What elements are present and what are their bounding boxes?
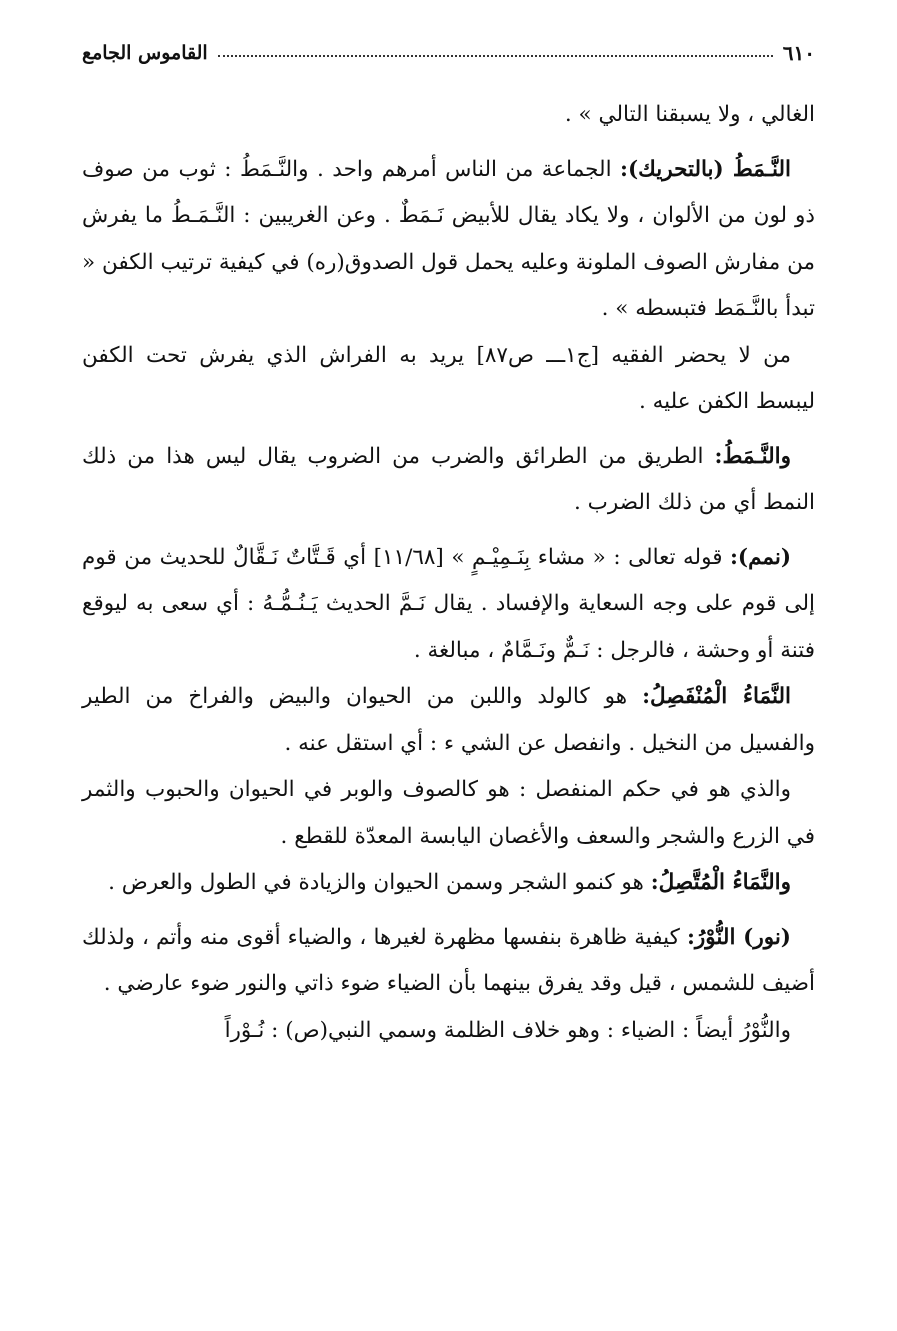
entry-nur-2 [82,1008,815,1055]
entry-headword: النَّمَاءُ الْمُنْفَصِلُ: [642,684,791,709]
entry-namaa-munfasil [82,674,815,767]
header-dot-leader [218,55,773,57]
entry-text: كيفية ظاهرة بنفسها مظهرة لغيرها ، والضياء أقوى منه وأتم ، ولذلك أضيف للشمس ، قيل وقد يفرق بينهما بأن الضياء ضوء ذاتي والنور ضوء عارضي . [82,924,815,996]
entry-headword: والنَّمَاءُ الْمُتَّصِلُ: [650,870,791,895]
entry-namat-source [82,333,815,426]
entry-namm [82,535,815,675]
entry-headword: (نور) النُّوْرُ: [686,924,791,950]
entry-text: هو كالولد واللبن من الحيوان والبيض والفراخ من الطير والفسيل من النخيل . وانفصل عن الشي ء : أي استقل عنه . [82,684,815,756]
entry-text: هو كنمو الشجر وسمن الحيوان والزيادة في الطول والعرض . [108,870,651,895]
entry-namat [82,147,815,333]
entry-nur [82,915,815,1008]
entry-namaa-muttasil [82,860,815,907]
page-number: ٦١٠ [782,41,815,65]
entry-headword: النَّـمَطُ (بالتحريك): [620,156,791,182]
entry-text: من لا يحضر الفقيه [ج١ـــ ص٨٧] يريد به الفراش الذي يفرش تحت الكفن ليبسط الكفن عليه . [82,342,815,414]
entry-text: الجماعة من الناس أمرهم واحد . والنَّـمَطُ : ثوب من صوف ذو لون من الألوان ، ولا يكاد يقال للأبيض نَـمَطٌ . وعن الغريبين : النَّـمَـطُ ما يفرش من مفارش الصوف الملونة وعليه يحمل قول الصدوق(ره) في كيفية ترتيب الكفن « تبدأ بالنَّـمَط فتبسطه » . [82,156,815,321]
entry-text: والذي هو في حكم المنفصل : هو كالصوف والوبر في الحيوان والحبوب والثمر في الزرع والشجر والسعف والأغصان اليابسة المعدّة للقطع . [82,777,815,849]
entry-headword: والنَّـمَطُ: [714,443,791,469]
entry-text: الطريق من الطرائق والضرب من الضروب يقال ليس هذا من ذلك النمط أي من ذلك الضرب . [82,443,815,515]
entry-text: قوله تعالى : « مشاء بِنَـمِيْـمٍ » [١١/٦٨] أي قَـتَّاتٌ نَـقَّالٌ للحديث من قوم إلى قوم على وجه السعاية والإفساد . يقال نَـمَّ الحديث يَـنُـمُّـهُ : أي سعى به ليوقع فتنة أو وحشة ، فالرجل : نَـمٌّ ونَـمَّامٌ ، مبالغة . [82,544,815,663]
entry-namat-2 [82,434,815,527]
paragraph-continuation [82,92,815,139]
page-body [82,92,815,1054]
book-title: القاموس الجامع [82,42,208,64]
entry-text: والنُّوْرُ أيضاً : الضياء : وهو خلاف الظلمة وسمي النبي(ص) : نُـوْراً [224,1017,791,1043]
entry-text: الغالي ، ولا يسبقنا التالي » . [564,102,815,127]
running-header [82,38,815,68]
entry-headword: (نمم): [729,544,791,570]
entry-munfasil-hukm [82,767,815,860]
